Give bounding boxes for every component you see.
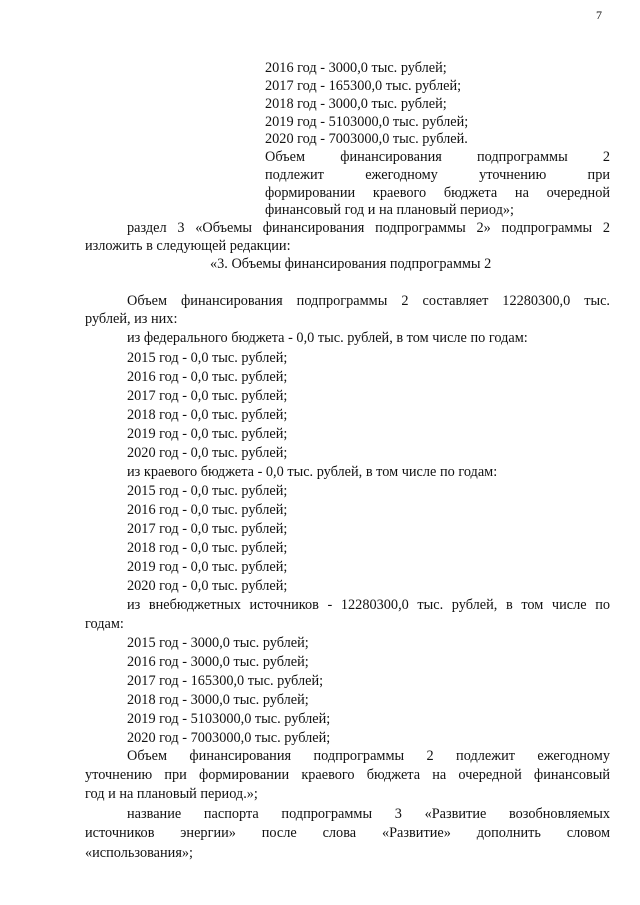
regional-year-line: 2017 год - 0,0 тыс. рублей; [127,521,288,537]
extrabudget-year-line: 2017 год - 165300,0 тыс. рублей; [127,673,324,689]
regional-year-line: 2018 год - 0,0 тыс. рублей; [127,540,288,556]
top-year-line: 2019 год - 5103000,0 тыс. рублей; [265,114,469,130]
federal-year-line: 2015 год - 0,0 тыс. рублей; [127,350,288,366]
federal-header: из федерального бюджета - 0,0 тыс. рублей, в том числе по годам: [127,330,528,346]
extrabudget-year-line: 2019 год - 5103000,0 тыс. рублей; [127,711,331,727]
instruction-line: раздел 3 «Объемы финансирования подпрограммы 2» подпрограммы 2 [127,220,610,236]
top-year-line: 2016 год - 3000,0 тыс. рублей; [265,60,447,76]
regional-year-line: 2016 год - 0,0 тыс. рублей; [127,502,288,518]
extrabudget-year-line: 2015 год - 3000,0 тыс. рублей; [127,635,309,651]
note-line: Объем финансирования подпрограммы 2 [265,149,610,165]
section-heading: «3. Объемы финансирования подпрограммы 2 [210,256,492,272]
closing-line: Объем финансирования подпрограммы 2 подлежит ежегодному [127,748,610,764]
federal-year-line: 2018 год - 0,0 тыс. рублей; [127,407,288,423]
final-instruction-line: название паспорта подпрограммы 3 «Развитие возобновляемых [127,806,610,822]
federal-year-line: 2016 год - 0,0 тыс. рублей; [127,369,288,385]
extrabudget-year-line: 2016 год - 3000,0 тыс. рублей; [127,654,309,670]
final-instruction-line: источников энергии» после слова «Развитие» дополнить словом [85,825,610,841]
regional-year-line: 2015 год - 0,0 тыс. рублей; [127,483,288,499]
closing-line: год и на плановый период.»; [85,786,258,802]
final-instruction-line: «использования»; [85,845,194,861]
closing-line: уточнению при формировании краевого бюджета на очередной финансовый [85,767,610,783]
federal-year-line: 2020 год - 0,0 тыс. рублей; [127,445,288,461]
total-line: рублей, из них: [85,311,178,327]
page-number: 7 [596,8,602,22]
note-line: финансовый год и на плановый период»; [265,202,514,218]
extrabudget-header: годам: [85,616,124,632]
top-year-line: 2020 год - 7003000,0 тыс. рублей. [265,131,468,147]
note-line: подлежит ежегодному уточнению при [265,167,610,183]
extrabudget-header: из внебюджетных источников - 12280300,0 тыс. рублей, в том числе по [127,597,610,613]
federal-year-line: 2017 год - 0,0 тыс. рублей; [127,388,288,404]
regional-year-line: 2020 год - 0,0 тыс. рублей; [127,578,288,594]
federal-year-line: 2019 год - 0,0 тыс. рублей; [127,426,288,442]
note-line: формировании краевого бюджета на очередной [265,185,610,201]
regional-header: из краевого бюджета - 0,0 тыс. рублей, в том числе по годам: [127,464,498,480]
extrabudget-year-line: 2018 год - 3000,0 тыс. рублей; [127,692,309,708]
top-year-line: 2017 год - 165300,0 тыс. рублей; [265,78,462,94]
regional-year-line: 2019 год - 0,0 тыс. рублей; [127,559,288,575]
extrabudget-year-line: 2020 год - 7003000,0 тыс. рублей; [127,730,331,746]
top-year-line: 2018 год - 3000,0 тыс. рублей; [265,96,447,112]
instruction-line: изложить в следующей редакции: [85,238,291,254]
total-line: Объем финансирования подпрограммы 2 составляет 12280300,0 тыс. [127,293,610,309]
